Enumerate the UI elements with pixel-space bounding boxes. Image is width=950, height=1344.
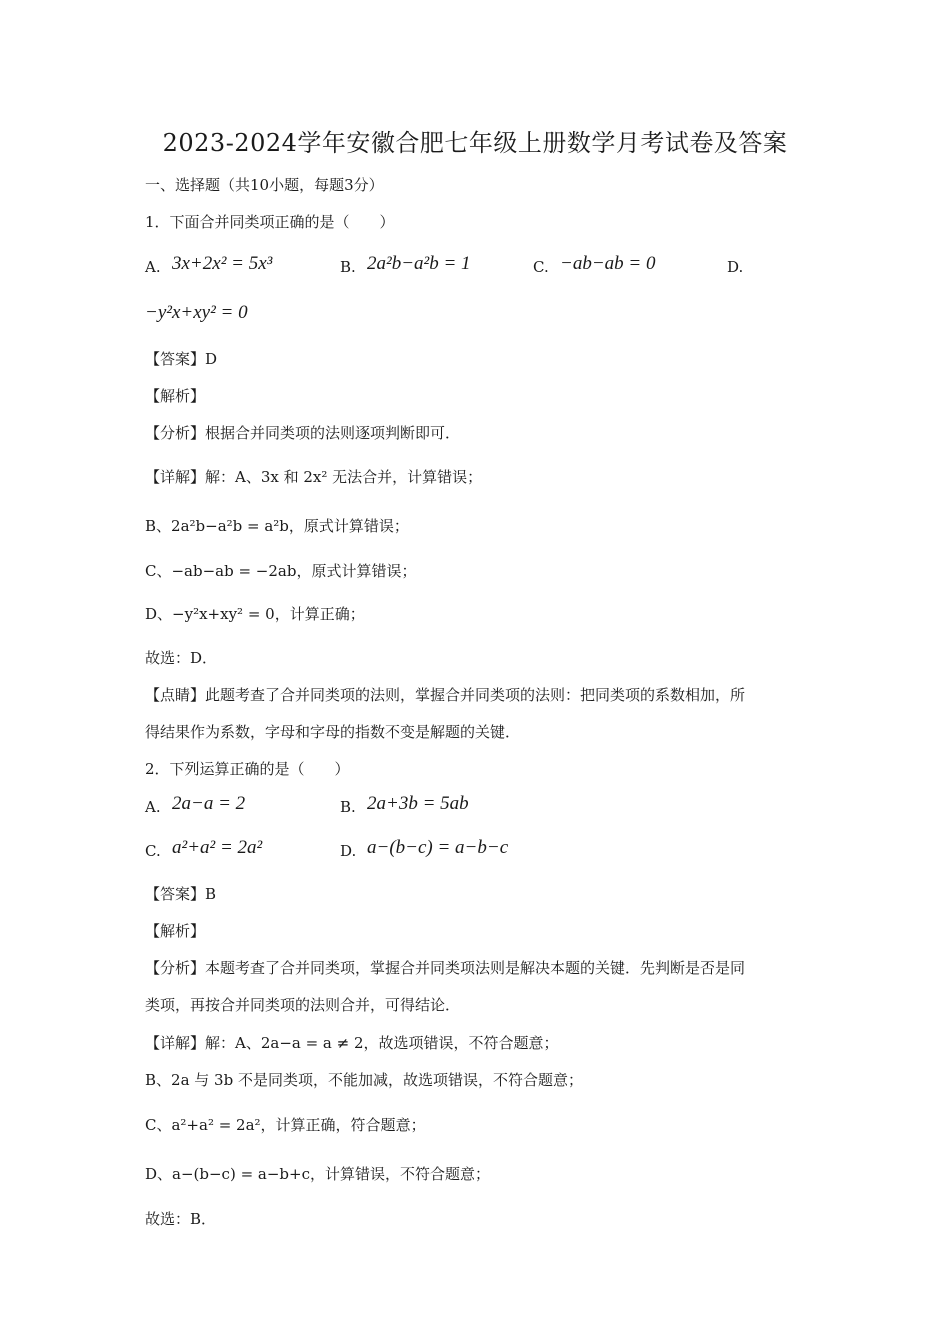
- q1-stem: 1．下面合并同类项正确的是（ ）: [145, 213, 395, 231]
- q1-option-d: −y²x+xy² = 0: [145, 302, 248, 323]
- q2-option-c-label: C.: [145, 842, 161, 860]
- q1-comment-line2: 得结果作为系数，字母和字母的指数不变是解题的关键．: [145, 723, 521, 741]
- q1-option-c: −ab−ab = 0: [560, 253, 656, 274]
- q2-conclusion: 故选：B．: [145, 1210, 217, 1228]
- q2-fenxi-line1: 【分析】本题考查了合并同类项，掌握合并同类项法则是解决本题的关键．先判断是否是同: [145, 959, 746, 977]
- q1-analysis-heading: 【解析】: [145, 387, 206, 405]
- q2-option-b: 2a+3b = 5ab: [367, 793, 469, 814]
- q1-answer: 【答案】D: [145, 350, 218, 368]
- q2-answer: 【答案】B: [145, 885, 217, 903]
- q2-option-b-label: B.: [340, 798, 356, 816]
- q1-option-d-label: D.: [727, 258, 744, 276]
- q1-option-a-label: A.: [145, 258, 161, 276]
- q1-option-b-label: B.: [340, 258, 356, 276]
- q1-detail-d: D、−y²x+xy² = 0，计算正确；: [145, 605, 365, 623]
- q2-fenxi-line2: 类项，再按合并同类项的法则合并，可得结论．: [145, 996, 461, 1014]
- q2-stem: 2．下列运算正确的是（ ）: [145, 760, 350, 778]
- q1-detail-b: B、2a²b−a²b = a²b，原式计算错误；: [145, 517, 409, 535]
- q1-fenxi: 【分析】根据合并同类项的法则逐项判断即可．: [145, 424, 461, 442]
- section-heading: 一、选择题（共10小题，每题3分）: [145, 176, 384, 194]
- q1-option-c-label: C.: [533, 258, 549, 276]
- q1-option-b: 2a²b−a²b = 1: [367, 253, 471, 274]
- q2-detail-a: 【详解】解：A、2a−a = a ≠ 2，故选项错误，不符合题意；: [145, 1034, 559, 1052]
- q2-detail-c: C、a²+a² = 2a²，计算正确，符合题意；: [145, 1116, 426, 1134]
- q2-detail-b: B、2a 与 3b 不是同类项，不能加减，故选项错误，不符合题意；: [145, 1071, 583, 1089]
- q1-detail-a: 【详解】解：A、3x 和 2x² 无法合并，计算错误；: [145, 468, 483, 486]
- q2-option-a-label: A.: [145, 798, 161, 816]
- q2-option-d: a−(b−c) = a−b−c: [367, 837, 509, 858]
- q1-option-a: 3x+2x² = 5x³: [172, 253, 273, 274]
- q2-option-c: a²+a² = 2a²: [172, 837, 263, 858]
- q2-option-d-label: D.: [340, 842, 357, 860]
- q2-option-a: 2a−a = 2: [172, 793, 246, 814]
- q1-conclusion: 故选：D．: [145, 649, 218, 667]
- q2-analysis-heading: 【解析】: [145, 922, 206, 940]
- q1-detail-c: C、−ab−ab = −2ab，原式计算错误；: [145, 562, 417, 580]
- q1-comment-line1: 【点睛】此题考查了合并同类项的法则，掌握合并同类项的法则：把同类项的系数相加，所: [145, 686, 746, 704]
- q2-detail-d: D、a−(b−c) = a−b+c，计算错误，不符合题意；: [145, 1165, 491, 1183]
- page-title: 2023-2024学年安徽合肥七年级上册数学月考试卷及答案: [162, 129, 788, 157]
